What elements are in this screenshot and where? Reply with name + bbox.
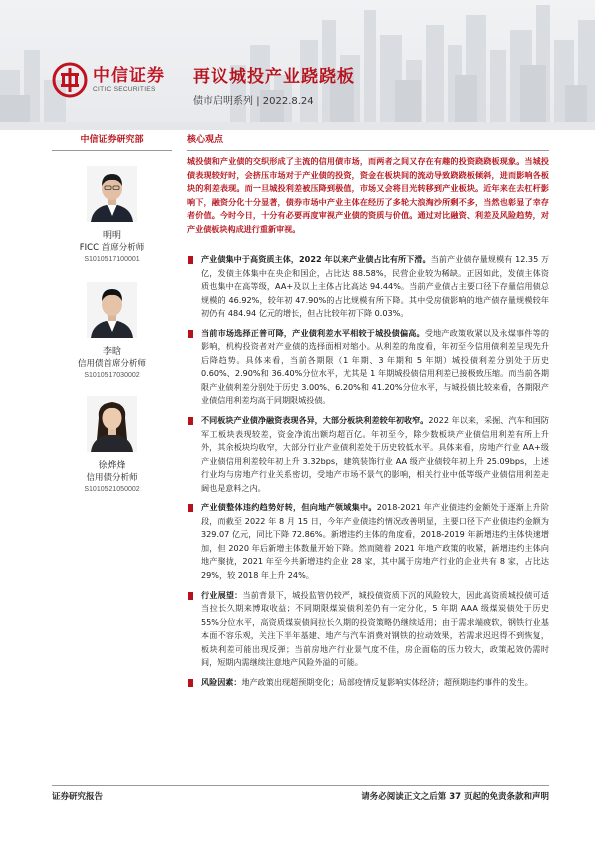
page-footer <box>52 785 549 815</box>
analyst-role: 信用债首席分析师 <box>77 359 146 369</box>
analyst-card <box>52 396 172 495</box>
analyst-card <box>52 166 172 265</box>
analyst-name: 明明 <box>102 231 121 241</box>
citic-logo <box>52 62 165 98</box>
key-point-body: 当前产业债存量规模有 12.35 万亿，发债主体集中在央企和国企，占比达 88.58%，民营企业较为稀缺。正因如此，发债主体资质也集中在高等级，AA+及以上主体占比高达 94.44%。当前产业债占主要口径下存量信用债总规模的 46.92%，较年初 47.90%的占比规模有所下降。其中受房债影响的地产债存量规模较年初仍有 484.94 亿元的增长，但占比较年初下降 0.03%。 <box>201 254 549 319</box>
key-point-item <box>187 414 549 495</box>
bullet-square-icon <box>188 330 193 338</box>
bullet-square-icon <box>188 504 193 512</box>
report-series: 债市启明系列 <box>193 96 253 107</box>
bullet-square-icon <box>188 256 193 264</box>
key-point-lead: 产业债整体违约趋势好转，但向地产领域集中。 <box>201 502 377 513</box>
subtitle-divider: | <box>256 96 263 107</box>
key-points-list <box>187 253 549 689</box>
header-banner <box>0 0 595 130</box>
bullet-square-icon <box>188 679 193 687</box>
analyst-photo-icon <box>87 282 137 338</box>
key-point-body: 2022 年以来，采掘、汽车和国防军工板块表现较差，资金净流出额均超百亿。年初至今，除少数板块产业债信用利差有所上升外，其余板块均收窄，大部分行业产业债利差处于历史较低水平。具体来看，房地产行业 AA+级产业债信用利差较年初上升 3.32bps，建筑装饰行业 AA 级产业债较年初上升 25.09bps，上述行业均与房地产行业关系密切，受地产市场不景气的影响，相关行业中低等级产业债信用利差走阔也是意料之内。 <box>201 415 549 493</box>
analyst-card <box>52 282 172 381</box>
analyst-license-id: S1010521050002 <box>84 486 140 493</box>
key-point-lead: 风险因素： <box>201 676 242 687</box>
key-point-body: 2018-2021 年产业债违约金额处于逐渐上升阶段，而截至 2022 年 8 月 15 日，今年产业债违约情况改善明显，主要口径下产业债违约金额为 329.07 亿元，同比下降 72.86%。新增违约主体的角度看，2018-2019 年新增违约主体快速增加，但 2020 年后新增主体数量开始下降。然而随着 2021 年地产政策的收紧，新增违约主体向地产聚拢，2021 年至今共新增违约企业 28 家，其中属于房地产行业的企业共有 8 家，占比达 29%，较 2018 年上升 24%。 <box>201 502 549 581</box>
key-point-lead: 不同板块产业债净融资表现各异，大部分板块利差较年初收窄。 <box>201 415 429 426</box>
citic-logo-icon <box>52 62 88 98</box>
analyst-license-id: S1010517100001 <box>84 256 140 263</box>
footer-divider <box>52 785 549 786</box>
logo-chinese-name: 中信证券 <box>93 65 165 86</box>
sidebar-divider <box>52 150 172 151</box>
key-point-item <box>187 589 549 670</box>
key-point-body: 受地产政策收紧以及永煤事件等的影响，机构投资者对产业债的选择面相对缩小。从利差的角度看，年初至今信用债利差呈现先升后降趋势。具体来看，当前各期限（1 年期、3 年期和 5 年期）城投债利差分别处于历史 0.60%、2.90%和 36.40%分位水平，尤其是 1 年期城投债信用利差已接极致压缩。而当前各期限产业债利差分别处于历史 3.00%、6.20%和 41.20%分位水平，与城投债比较来看，各期限产业债信用利差均高于同期限城投债。 <box>201 327 549 406</box>
footer-disclaimer-notice: 请务必阅读正文之后第 37 页起的免责条款和声明 <box>361 792 549 802</box>
analyst-role: FICC 首席分析师 <box>79 243 145 253</box>
core-view-header <box>187 133 549 147</box>
bullet-square-icon <box>188 592 193 600</box>
analyst-photo-icon <box>87 396 137 452</box>
key-point-lead: 行业展望： <box>201 589 243 600</box>
key-point-item <box>187 327 549 408</box>
report-title: 再议城投产业跷跷板 <box>193 67 355 87</box>
key-point-item <box>187 676 549 690</box>
core-view-summary: 城投债和产业债的交织形成了主流的信用债市场，而两者之间又存在有趣的投资跷跷板现象。当城投债表现较好时，会挤压市场对于产业债的投资，资金在板块间的流动导致跷跷板倾斜，进而影响各板块的利差表现。而一旦城投利差被压降到极值，市场又会将目光转移到产业板块。近年来在去杠杆影响下，融资分化十分显著，债券市场中产业主体在经历了多轮大浪淘沙所剩不多，当然也彰显了幸存者价值。今时今日，十分有必要再度审视产业债的资质与价值。通过对比融资、利差及风险趋势，对产业债板块构成进行重新审视。 <box>187 156 549 234</box>
logo-english-name: CITIC SECURITIES <box>93 85 156 93</box>
report-date: 2022.8.24 <box>262 96 314 107</box>
key-point-item <box>187 253 549 321</box>
key-point-lead: 产业债集中于高资质主体，2022 年以来产业债占比有所下滑。 <box>201 254 431 264</box>
report-subtitle <box>193 92 314 107</box>
core-view-divider <box>187 150 549 151</box>
footer-report-type: 证券研究报告 <box>52 792 104 802</box>
analyst-name: 李晗 <box>102 347 121 357</box>
analyst-license-id: S1010517030002 <box>84 372 140 379</box>
key-point-item <box>187 501 549 582</box>
analyst-name: 徐烨烽 <box>98 461 126 471</box>
analyst-role: 信用债分析师 <box>86 473 138 483</box>
key-point-lead: 当前市场选择正普可降，产业债利差水平相较于城投债偏高。 <box>201 327 425 338</box>
core-view-heading: 核心观点 <box>187 135 224 145</box>
bullet-square-icon <box>188 417 193 425</box>
analyst-sidebar <box>52 133 172 151</box>
department-heading: 中信证券研究部 <box>80 135 144 145</box>
analyst-photo-icon <box>87 166 137 222</box>
key-point-body: 当前背景下，城投监管仍较严，城投债资质下沉的风险较大，因此高资质城投债可适当拉长久期来博取收益；不同期限煤炭债利差仍有一定分化，5 年期 AAA 级煤炭债处于历史 55%分位水平，高资质煤炭债间拉长久期的投资策略仍继续适用；由于需求端疲软，钢铁行业基本面不容乐观，关注下半年基建、地产与汽车消费对钢铁的拉动效果，若需求迟迟得不到恢复，板块利差可能出现反弹；当前房地产行业景气度不佳，房企面临的压力较大，政策起效仍需时间，短期内需继续注意地产风险外溢的可能。 <box>201 589 549 668</box>
key-point-body: 地产政策出现超预期变化；局部疫情反复影响实体经济；超预期违约事件的发生。 <box>241 676 533 687</box>
